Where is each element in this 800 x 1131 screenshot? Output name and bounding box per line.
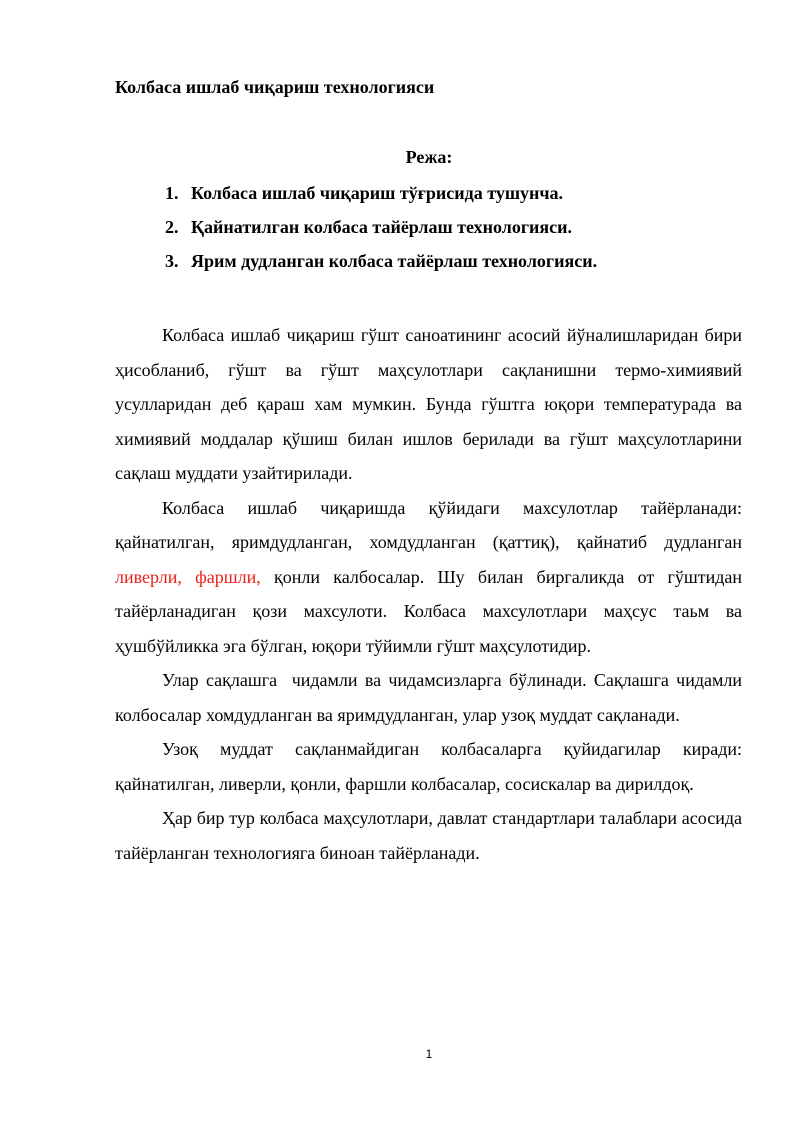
paragraph-3: Улар сақлашга чидамли ва чидамсизларга бўлинади. Сақлашга чидамли колбосалар хомдудланган ва яримдудланган, улар узоқ муддат сақланади. xyxy=(115,670,747,725)
plan-heading: Режа: xyxy=(405,147,453,167)
plan-item-number: 1. xyxy=(165,183,179,203)
highlighted-word-farshli: фаршли, xyxy=(195,566,261,587)
plan-item xyxy=(165,249,597,283)
plan-item-text: Қайнатилган колбаса тайёрлаш технологияси. xyxy=(191,217,573,237)
paragraph-2-start: Колбаса ишлаб чиқаришда қўйидаги махсулотлар тайёрланади: қайнатилган, яримдудланган, хомдудланган (қаттиқ), қайнатиб дудланган xyxy=(115,497,742,552)
document-title: Колбаса ишлаб чиқариш технологияси xyxy=(115,77,435,97)
body-text xyxy=(115,318,747,870)
paragraph-4: Узоқ муддат сақланмайдиган колбасаларга қуйидагилар киради: қайнатилган, ливерли, қонли, фаршли колбасалар, сосискалар ва дирилдоқ. xyxy=(115,739,742,794)
highlighted-comma: , xyxy=(177,566,196,587)
page-number: 1 xyxy=(425,1047,433,1061)
paragraph-5: Ҳар бир тур колбаса маҳсулотлари, давлат стандартлари талаблари асосида тайёрланган технологияга биноан тайёрланади. xyxy=(115,808,742,863)
paragraph-1: Колбаса ишлаб чиқариш гўшт саноатининг асосий йўналишларидан бири ҳисобланиб, гўшт ва гўшт маҳсулотлари сақланишни термо-химиявий усулларидан деб қараш хам мумкин. Бунда гўштга юқори температурада ва химиявий моддалар қўшиш билан ишлов берилади ва гўшт маҳсулотларини сақлаш муддати узайтирилади. xyxy=(115,325,742,483)
plan-item-text: Ярим дудланган колбаса тайёрлаш технологияси. xyxy=(191,251,598,271)
plan-item xyxy=(165,181,597,215)
paragraph-2-end: қонли калбосалар. Шу билан биргаликда от гўштидан тайёрланадиган қози махсулоти. Колбаса махсулотлари маҳсус таьм ва ҳушбўйликка эга бўлган, юқори тўйимли гўшт маҳсулотидир. xyxy=(115,566,742,656)
highlighted-word-liverli: ливерли xyxy=(115,566,178,587)
plan-item-number: 2. xyxy=(165,217,179,237)
plan-item xyxy=(165,215,597,249)
paragraph-2 xyxy=(115,491,742,664)
plan-list xyxy=(165,181,597,283)
plan-item-number: 3. xyxy=(165,251,179,271)
plan-item-text: Колбаса ишлаб чиқариш тўғрисида тушунча. xyxy=(191,183,564,203)
